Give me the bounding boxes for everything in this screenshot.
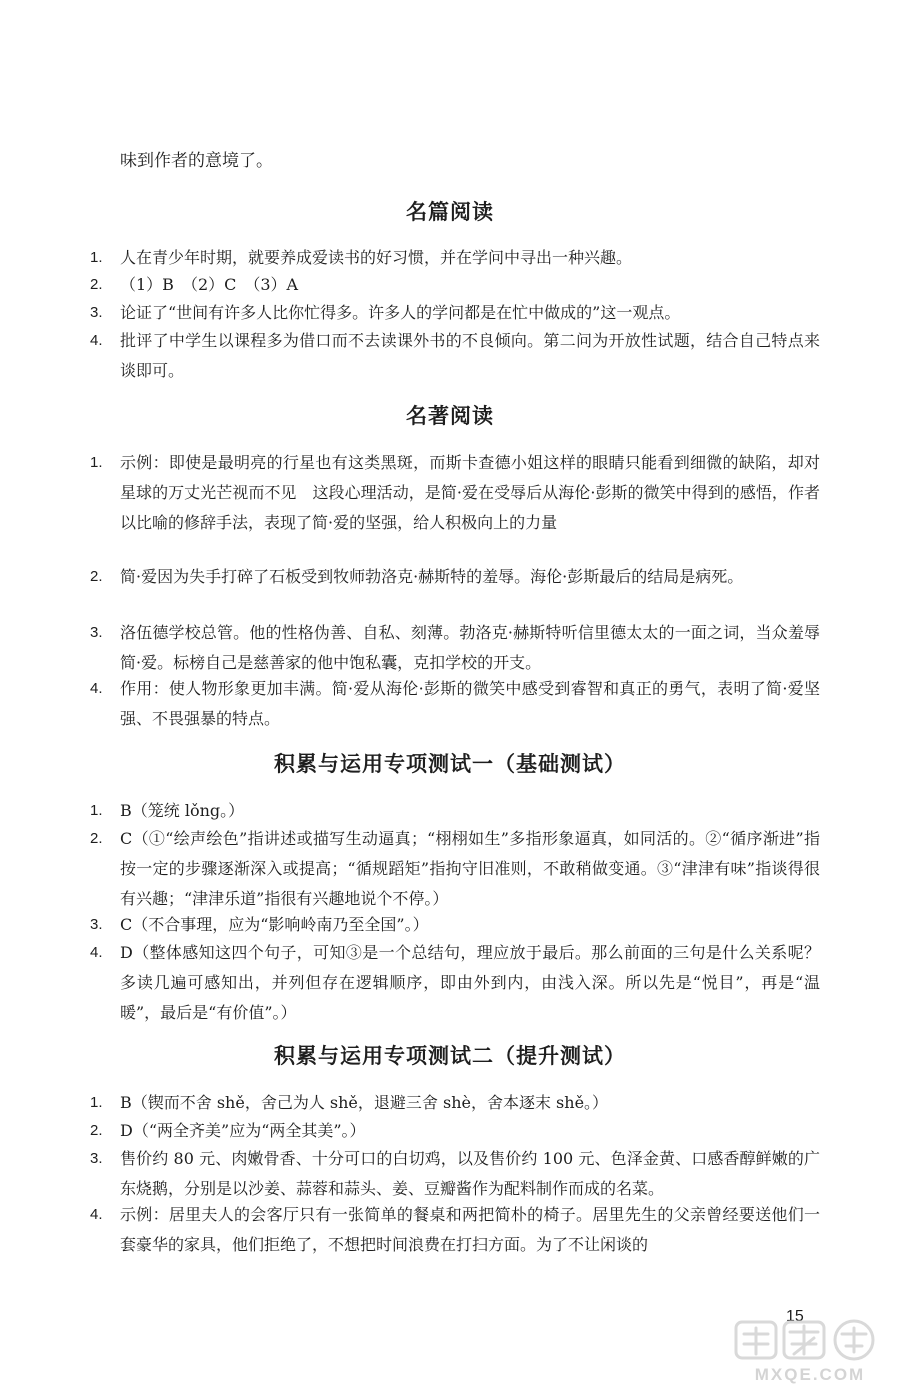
item-text: B（笼统 lǒng。） [120, 801, 245, 820]
section-title-mingzhu: 名著阅读 [406, 403, 494, 428]
item-number: 3. [90, 916, 103, 933]
item-number: 2. [90, 1122, 103, 1139]
list-item [90, 1200, 820, 1260]
section-title-test-one: 积累与运用专项测试一（基础测试） [274, 751, 626, 776]
item-number: 1. [90, 1094, 103, 1111]
item-number: 3. [90, 624, 103, 641]
list-item [90, 824, 820, 914]
item-text: 示例：居里夫人的会客厅只有一张简单的餐桌和两把简朴的椅子。居里先生的父亲曾经要送他们一套豪华的家具，他们拒绝了，不想把时间浪费在打扫方面。为了不让闲谈的 [120, 1205, 820, 1254]
list-item [90, 270, 820, 300]
list-item [90, 938, 820, 1028]
item-number: 1. [90, 454, 103, 471]
watermark-text: MXQE.COM [754, 1365, 866, 1384]
list-item [90, 562, 820, 592]
item-number: 4. [90, 680, 103, 697]
section-title-test-two: 积累与运用专项测试二（提升测试） [274, 1043, 626, 1068]
item-text: B（锲而不舍 shě，舍己为人 shě，退避三舍 shè，舍本逐末 shě。） [120, 1093, 609, 1112]
item-text: 作用：使人物形象更加丰满。简·爱从海伦·彭斯的微笑中感受到睿智和真正的勇气，表明了简·爱坚强、不畏强暴的特点。 [120, 679, 820, 728]
item-number: 3. [90, 304, 103, 321]
list-item [90, 618, 820, 678]
item-text: 人在青少年时期，就要养成爱读书的好习惯，并在学问中寻出一种兴趣。 [120, 248, 633, 267]
item-number: 2. [90, 276, 103, 293]
page-number: 15 [786, 1308, 804, 1325]
item-text: （1）B （2）C （3）A [120, 275, 299, 294]
item-number: 3. [90, 1150, 103, 1167]
item-text: C（不合事理，应为“影响岭南乃至全国”。） [120, 915, 429, 934]
list-item [90, 448, 820, 538]
section-title-mingpian: 名篇阅读 [406, 199, 494, 224]
item-text: 论证了“世间有许多人比你忙得多。许多人的学问都是在忙中做成的”这一观点。 [120, 303, 681, 322]
list-item [90, 1116, 820, 1146]
list-item [90, 326, 820, 386]
item-text: 售价约 80 元、肉嫩骨香、十分可口的白切鸡，以及售价约 100 元、色泽金黄、口感香醇鲜嫩的广东烧鹅，分别是以沙姜、蒜蓉和蒜头、姜、豆瓣酱作为配料制作而成的名菜。 [120, 1149, 820, 1198]
item-number: 1. [90, 249, 103, 266]
list-item [90, 1088, 820, 1118]
item-number: 1. [90, 802, 103, 819]
item-text: C（①“绘声绘色”指讲述或描写生动逼真；“栩栩如生”多指形象逼真，如同活的。②“循序渐进”指按一定的步骤逐渐深入或提高；“循规蹈矩”指拘守旧准则，不敢稍做变通。③“津津有味”指谈得很有兴趣；“津津乐道”指很有兴趣地说个不停。） [120, 829, 820, 908]
item-text: D（整体感知这四个句子，可知③是一个总结句，理应放于最后。那么前面的三句是什么关系呢？多读几遍可感知出，并列但存在逻辑顺序，即由外到内，由浅入深。所以先是“悦目”，再是“温暖”，最后是“有价值”。） [120, 943, 820, 1022]
list-item [90, 910, 820, 940]
item-number: 4. [90, 944, 103, 961]
list-item [90, 1144, 820, 1204]
list-item [90, 243, 820, 273]
item-text: 简·爱因为失手打碎了石板受到牧师勃洛克·赫斯特的羞辱。海伦·彭斯最后的结局是病死。 [120, 567, 744, 586]
list-item [90, 298, 820, 328]
list-item [90, 796, 820, 826]
item-number: 4. [90, 1206, 103, 1223]
watermark-logo [730, 1318, 890, 1386]
item-number: 2. [90, 830, 103, 847]
item-text: 示例：即使是最明亮的行星也有这类黑斑，而斯卡查德小姐这样的眼睛只能看到细微的缺陷，却对星球的万丈光芒视而不见 这段心理活动，是简·爱在受辱后从海伦·彭斯的微笑中得到的感悟，作者以比喻的修辞手法，表现了简·爱的坚强，给人积极向上的力量 [120, 453, 820, 532]
item-text: 批评了中学生以课程多为借口而不去读课外书的不良倾向。第二问为开放性试题，结合自己特点来谈即可。 [120, 331, 820, 380]
list-item [90, 674, 820, 734]
intro-line: 味到作者的意境了。 [120, 151, 273, 171]
item-text: 洛伍德学校总管。他的性格伪善、自私、刻薄。勃洛克·赫斯特听信里德太太的一面之词，当众羞辱简·爱。标榜自己是慈善家的他中饱私囊，克扣学校的开支。 [120, 623, 820, 672]
item-number: 4. [90, 332, 103, 349]
item-number: 2. [90, 568, 103, 585]
item-text: D（“两全齐美”应为“两全其美”。） [120, 1121, 366, 1140]
